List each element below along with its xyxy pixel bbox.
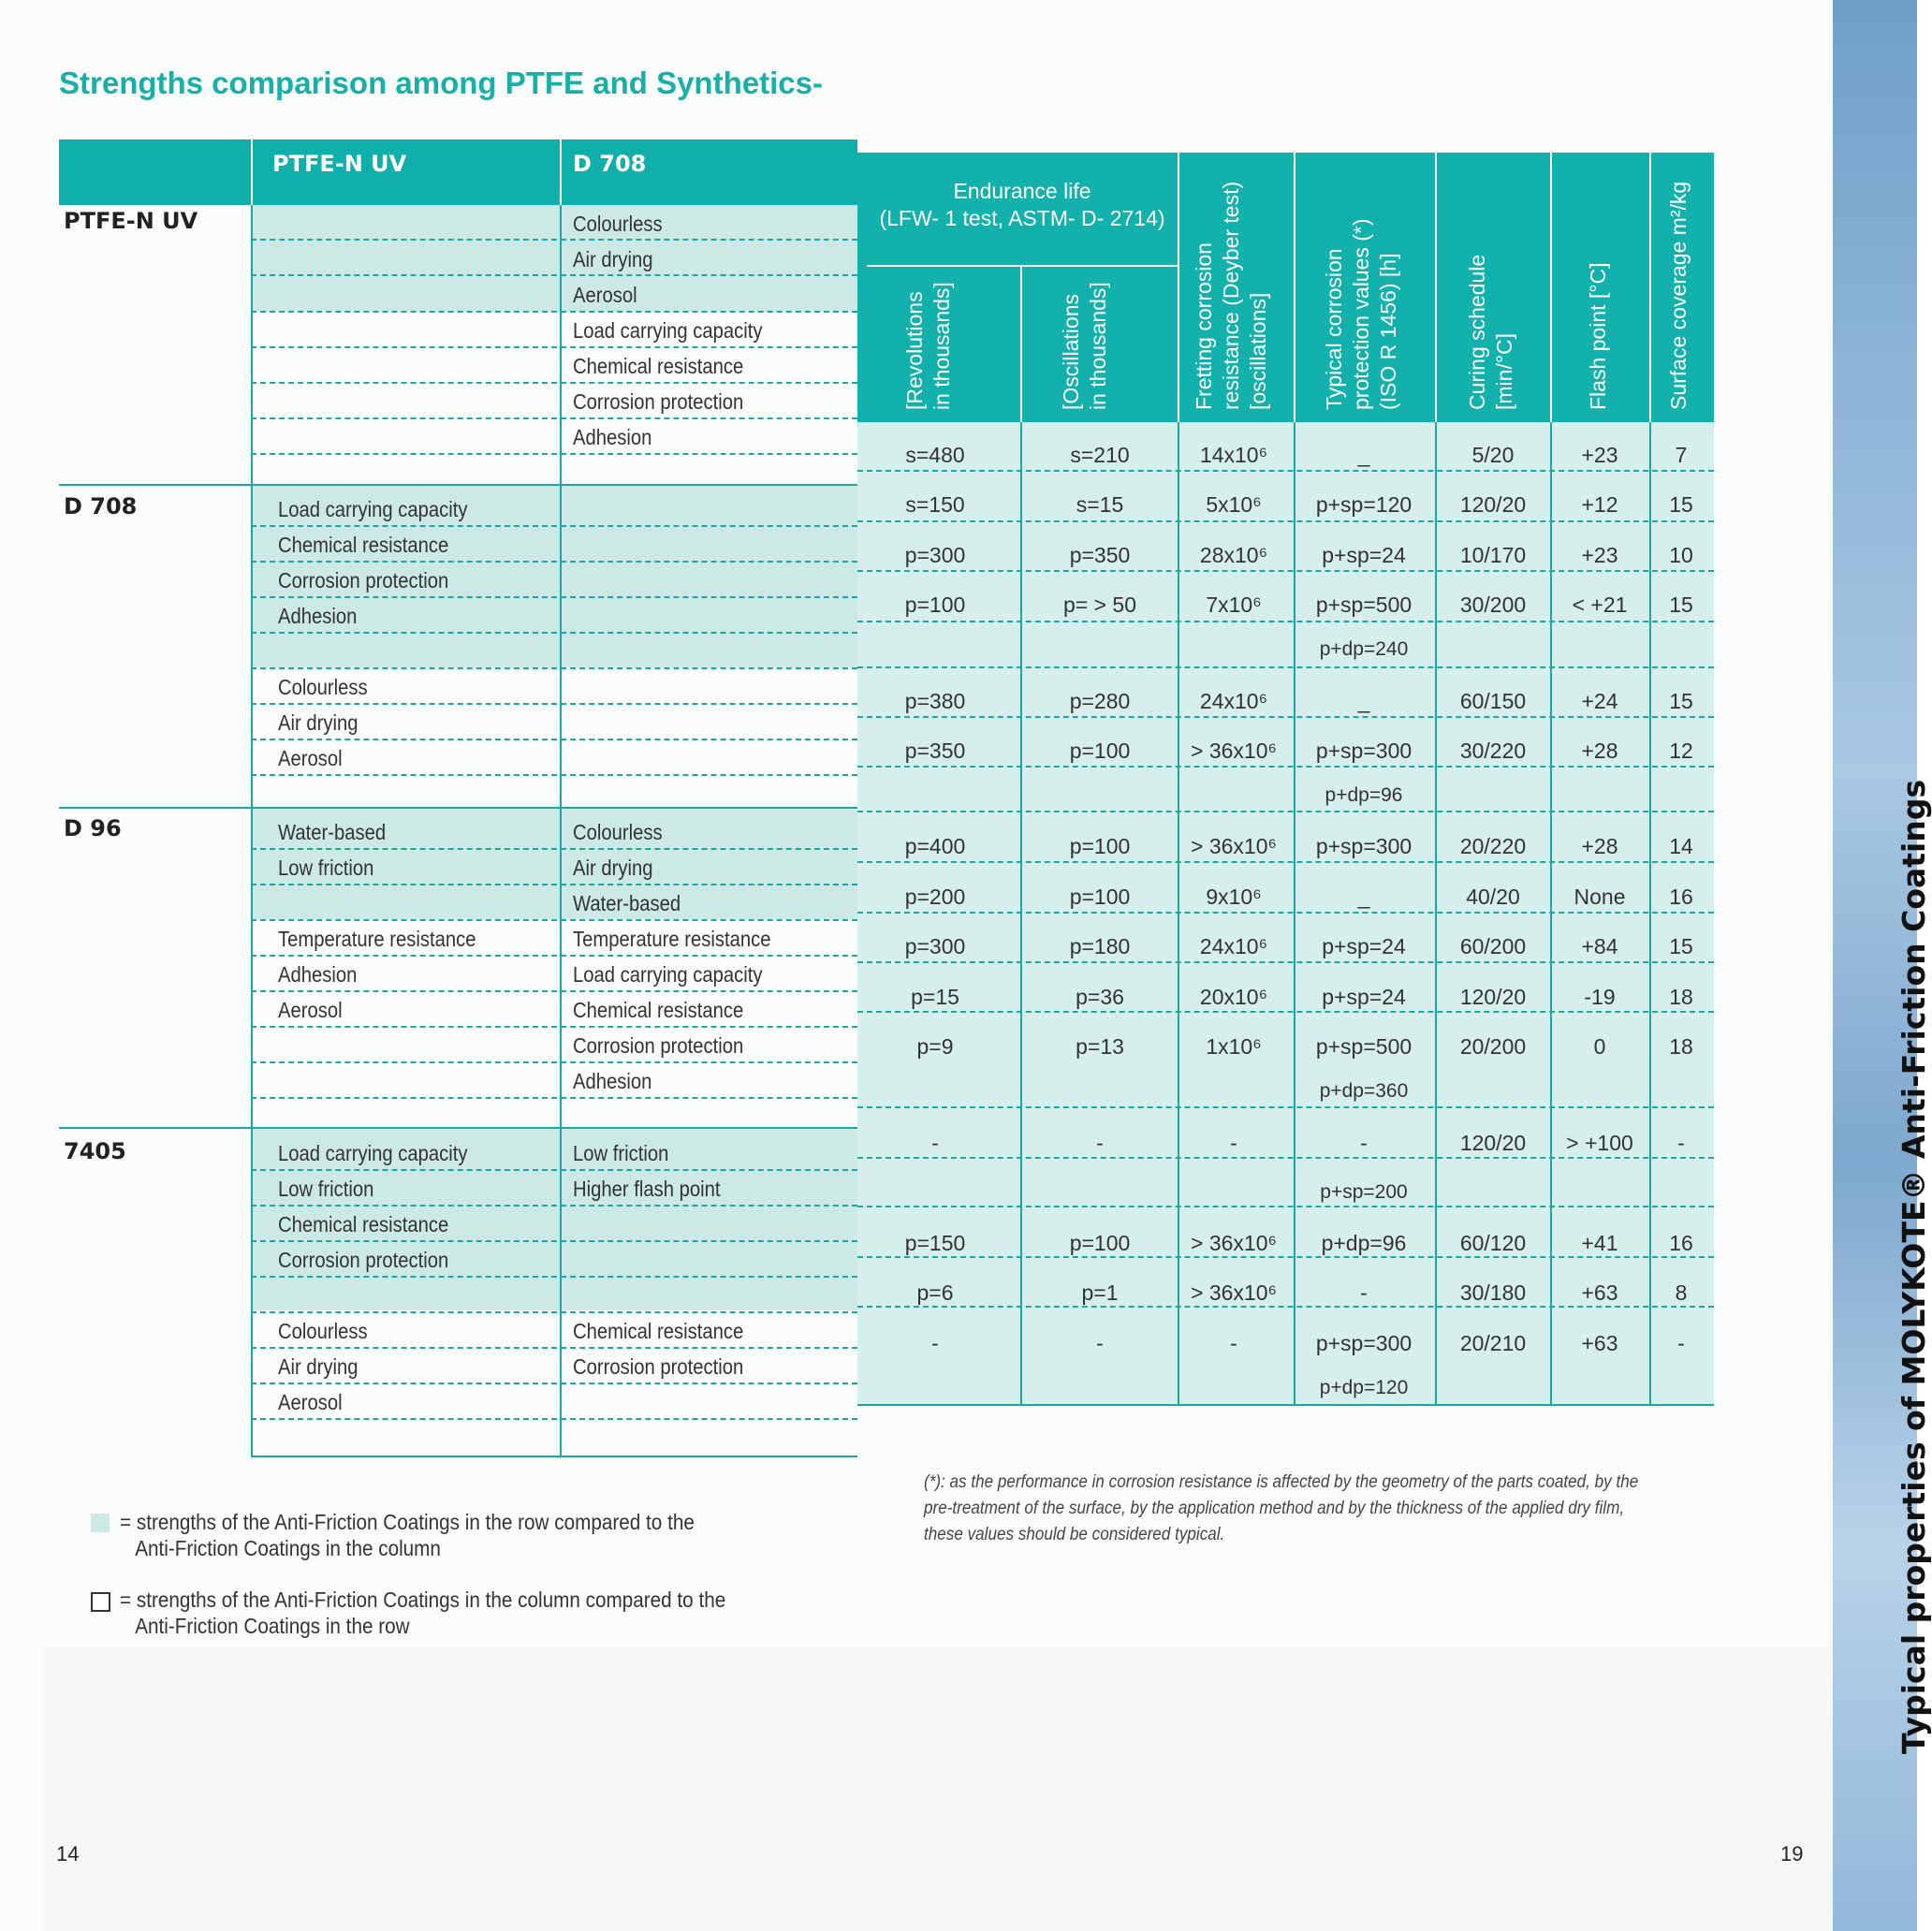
header-line: Fretting corrosion — [1192, 242, 1216, 410]
value-cell: 5/20 — [1471, 443, 1515, 467]
matrix-cell: Higher flash point — [573, 1177, 721, 1201]
value-cell: 5x10⁶ — [1206, 492, 1262, 517]
value-cell: p=100 — [1069, 834, 1131, 858]
value-cell: +23 — [1581, 443, 1618, 467]
header-corrosion — [1321, 218, 1402, 410]
value-cell: 15 — [1669, 492, 1693, 517]
value-cell: > +100 — [1566, 1131, 1633, 1155]
header-line: Typical corrosion — [1322, 248, 1346, 410]
value-cell: 120/20 — [1459, 985, 1527, 1009]
matrix-cell: Temperature resistance — [573, 927, 771, 951]
row-divider — [251, 955, 857, 957]
row-divider — [251, 632, 857, 634]
header-divider — [867, 265, 1178, 267]
value-cell: +41 — [1581, 1231, 1618, 1255]
value-cell: p=15 — [911, 985, 959, 1009]
row-divider — [251, 417, 857, 419]
value-cell: p+sp=300 — [1315, 1331, 1412, 1355]
header-line: protection values (*) — [1349, 218, 1373, 410]
header-line: in thousands] — [929, 282, 954, 410]
row-divider — [251, 1276, 857, 1278]
value-cell: p+sp=120 — [1315, 492, 1412, 517]
value-cell: < +21 — [1572, 592, 1628, 617]
value-cell: p=150 — [904, 1231, 966, 1255]
value-cell: 10 — [1669, 543, 1693, 567]
value-cell: > 36x10⁶ — [1191, 834, 1277, 858]
header-line: Curing schedule — [1465, 254, 1489, 410]
matrix-cell: Load carrying capacity — [573, 962, 763, 987]
value-cell: p+sp=500 — [1315, 1034, 1412, 1059]
shaded-block — [562, 486, 857, 667]
value-cell: 15 — [1669, 934, 1693, 958]
value-cell: p=9 — [916, 1034, 954, 1059]
header-flash-point — [1585, 263, 1612, 411]
value-cell: p=200 — [904, 885, 966, 909]
value-cell: 1x10⁶ — [1206, 1034, 1262, 1059]
header-divider — [1294, 153, 1295, 422]
group-separator — [251, 1456, 857, 1457]
legend-shaded-text — [120, 1509, 695, 1561]
value-cell: p=300 — [904, 543, 966, 567]
row-divider — [251, 1205, 857, 1207]
value-cell: 28x10⁶ — [1199, 543, 1268, 567]
header-fretting — [1191, 182, 1272, 410]
row-divider — [251, 1061, 857, 1063]
value-cell: p=280 — [1069, 689, 1131, 713]
header-oscillations — [1058, 282, 1112, 410]
matrix-cell: Chemical resistance — [573, 1319, 744, 1343]
legend-line: = strengths of the Anti-Friction Coatings in the row compared to the — [120, 1510, 695, 1534]
header-line: Surface coverage m²/kg — [1666, 181, 1690, 410]
value-cell: 30/200 — [1459, 592, 1527, 617]
matrix-cell: Adhesion — [278, 962, 358, 987]
matrix-cell: Aerosol — [278, 746, 343, 770]
row-divider — [251, 382, 857, 384]
value-cell: p=36 — [1076, 985, 1124, 1009]
header-divider — [1178, 153, 1179, 422]
header-line: resistance (Deyber test) — [1219, 181, 1243, 410]
row-divider — [251, 453, 857, 455]
row-divider — [251, 561, 857, 563]
value-cell: p= > 50 — [1062, 592, 1137, 617]
value-cell: 9x10⁶ — [1206, 885, 1262, 909]
value-cell: None — [1573, 885, 1626, 909]
value-cell: p=100 — [1069, 739, 1131, 763]
value-cell: p=380 — [904, 689, 966, 713]
value-cell: p+sp=24 — [1322, 985, 1406, 1009]
value-cell: p+dp=360 — [1319, 1080, 1409, 1102]
row-divider — [857, 520, 1714, 522]
header-curing — [1464, 255, 1518, 410]
row-divider — [857, 961, 1714, 963]
value-cell: 18 — [1669, 1034, 1693, 1059]
value-cell: - — [931, 1131, 939, 1155]
value-cell: - — [1096, 1131, 1104, 1155]
matrix-cell: Low friction — [573, 1141, 669, 1165]
value-cell: 0 — [1593, 1034, 1606, 1059]
shaded-block — [253, 205, 560, 312]
matrix-cell: Air drying — [573, 247, 653, 271]
value-cell: p+sp=24 — [1322, 543, 1406, 567]
table-bottom-line — [857, 1404, 1714, 1406]
header-line: (ISO R 1456) [h] — [1376, 253, 1400, 410]
row-label-d708: D 708 — [64, 493, 138, 519]
row-divider — [251, 739, 857, 740]
header-line: [min/°C] — [1492, 332, 1516, 410]
value-cell: s=480 — [905, 443, 965, 467]
row-divider — [857, 861, 1714, 863]
value-cell: > 36x10⁶ — [1191, 1280, 1277, 1305]
header-line: [oscillations] — [1246, 292, 1270, 410]
row-divider — [251, 1026, 857, 1028]
endurance-header-line: (LFW- 1 test, ASTM- D- 2714) — [879, 206, 1165, 230]
row-label-d96: D 96 — [64, 815, 122, 841]
row-divider — [857, 811, 1714, 812]
value-cell: 7x10⁶ — [1206, 592, 1262, 617]
value-cell: p=100 — [1069, 1231, 1131, 1255]
header-revolutions — [901, 282, 956, 410]
value-cell: p=6 — [916, 1280, 954, 1305]
value-cell: p+sp=24 — [1322, 934, 1406, 958]
value-cell: 20/200 — [1459, 1034, 1527, 1059]
value-cell: - — [1360, 1280, 1368, 1305]
row-divider — [857, 1206, 1714, 1207]
row-divider — [857, 666, 1714, 668]
value-cell: p+sp=200 — [1320, 1181, 1408, 1203]
value-cell: _ — [1357, 689, 1370, 713]
value-cell: 16 — [1669, 885, 1693, 909]
header-divider — [1020, 265, 1022, 422]
value-cell: s=210 — [1070, 443, 1130, 467]
value-cell: p=300 — [904, 934, 966, 958]
value-cell: 14x10⁶ — [1199, 443, 1268, 467]
value-cell: 15 — [1669, 689, 1693, 713]
matrix-header-divider — [251, 139, 253, 205]
value-cell: 60/200 — [1459, 934, 1527, 958]
value-cell: p=180 — [1069, 934, 1131, 958]
value-cell: p+dp=120 — [1319, 1377, 1409, 1398]
value-cell: 18 — [1669, 985, 1693, 1009]
value-cell: - — [1677, 1331, 1685, 1355]
row-divider — [857, 1256, 1714, 1258]
row-divider — [857, 1157, 1714, 1159]
matrix-cell: Corrosion protection — [278, 568, 449, 592]
matrix-cell: Water-based — [573, 891, 681, 915]
value-cell: _ — [1357, 885, 1370, 909]
value-cell: p+sp=300 — [1315, 834, 1412, 858]
row-label-7405: 7405 — [64, 1138, 126, 1164]
matrix-cell: Chemical resistance — [278, 1212, 449, 1236]
row-divider — [251, 1169, 857, 1171]
value-cell: - — [1230, 1131, 1237, 1155]
value-cell: > 36x10⁶ — [1191, 1231, 1277, 1255]
legend-shaded-swatch — [91, 1514, 110, 1532]
row-divider — [251, 1240, 857, 1242]
value-cell: p=13 — [1076, 1034, 1124, 1059]
matrix-cell: Corrosion protection — [278, 1248, 449, 1272]
matrix-cell: Air drying — [278, 710, 359, 735]
value-cell: s=150 — [905, 492, 965, 517]
value-cell: 10/170 — [1459, 543, 1527, 567]
row-divider — [857, 1011, 1714, 1013]
value-cell: +28 — [1581, 739, 1618, 763]
value-cell: - — [1096, 1331, 1104, 1355]
value-cell: 120/20 — [1459, 1131, 1527, 1155]
value-cell: +63 — [1581, 1280, 1618, 1305]
matrix-cell: Adhesion — [573, 1069, 652, 1093]
value-cell: s=15 — [1076, 492, 1124, 517]
header-line: Flash point [°C] — [1586, 262, 1610, 410]
row-divider — [251, 990, 857, 992]
header-line: in thousands] — [1086, 282, 1110, 410]
matrix-cell: Corrosion protection — [573, 389, 744, 414]
row-divider — [251, 311, 857, 313]
matrix-cell: Load carrying capacity — [278, 1141, 468, 1165]
matrix-cell: Aerosol — [278, 998, 343, 1022]
matrix-cell: Load carrying capacity — [278, 497, 468, 521]
row-divider — [251, 1418, 857, 1420]
legend-line: Anti-Friction Coatings in the column — [135, 1536, 441, 1560]
sidebar-title: Typical properties of MOLYKOTE® Anti-Friction Coatings — [1895, 779, 1932, 1754]
row-divider — [857, 766, 1714, 768]
value-cell: p+sp=300 — [1315, 739, 1412, 763]
row-divider — [857, 621, 1714, 622]
matrix-cell: Colourless — [278, 675, 368, 699]
page-bottom-band — [42, 1647, 1833, 1931]
header-line: [Oscillations — [1059, 294, 1083, 410]
value-cell: 24x10⁶ — [1199, 934, 1268, 958]
value-cell: 24x10⁶ — [1199, 689, 1268, 713]
value-cell: _ — [1357, 443, 1370, 467]
value-cell: 20x10⁶ — [1199, 985, 1268, 1009]
value-cell: 60/120 — [1459, 1231, 1527, 1255]
matrix-cell: Air drying — [573, 856, 653, 880]
value-cell: 14 — [1669, 834, 1693, 858]
matrix-cell: Air drying — [278, 1354, 359, 1379]
row-divider — [251, 884, 857, 885]
col-header-d708: D 708 — [573, 151, 647, 177]
matrix-cell: Aerosol — [573, 283, 637, 307]
row-divider — [251, 1347, 857, 1349]
header-divider — [1550, 153, 1552, 422]
value-cell: 20/220 — [1459, 834, 1527, 858]
value-cell: - — [1230, 1331, 1237, 1355]
row-divider — [251, 667, 857, 669]
value-cell: 12 — [1669, 739, 1693, 763]
row-divider — [251, 274, 857, 276]
matrix-cell: Low friction — [278, 1177, 374, 1201]
value-cell: 8 — [1675, 1280, 1688, 1305]
value-cell: p=1 — [1081, 1280, 1119, 1305]
matrix-cell: Colourless — [573, 212, 663, 236]
header-divider — [1435, 153, 1437, 422]
value-cell: p+dp=96 — [1321, 1231, 1407, 1255]
value-cell: 20/210 — [1459, 1331, 1527, 1355]
value-cell: 40/20 — [1466, 885, 1520, 909]
value-cell: > 36x10⁶ — [1191, 739, 1277, 763]
matrix-cell: Corrosion protection — [573, 1354, 744, 1379]
matrix-cell: Corrosion protection — [573, 1033, 744, 1058]
matrix-cell: Temperature resistance — [278, 927, 476, 951]
matrix-cell: Adhesion — [278, 604, 358, 628]
footnote — [924, 1470, 1638, 1548]
footnote-line: pre-treatment of the surface, by the application method and by the thickness of the applied dry film, — [924, 1499, 1625, 1518]
value-cell: - — [931, 1331, 939, 1355]
row-divider — [857, 570, 1714, 572]
legend-line: = strengths of the Anti-Friction Coatings in the column compared to the — [120, 1587, 726, 1612]
legend-white-swatch — [91, 1592, 110, 1612]
value-cell: 15 — [1669, 592, 1693, 617]
value-cell: 30/220 — [1459, 739, 1527, 763]
row-divider — [251, 1311, 857, 1313]
matrix-cell: Adhesion — [573, 425, 652, 449]
matrix-cell: Aerosol — [278, 1390, 343, 1414]
matrix-cell: Low friction — [278, 856, 374, 880]
value-cell: 16 — [1669, 1231, 1693, 1255]
value-cell: p=400 — [904, 834, 966, 858]
value-cell: - — [1677, 1131, 1685, 1155]
legend-white-text — [120, 1587, 725, 1639]
row-divider — [251, 239, 857, 241]
value-cell: 120/20 — [1459, 492, 1527, 517]
value-cell: +63 — [1581, 1331, 1618, 1355]
row-divider — [857, 716, 1714, 718]
col-header-ptfe: PTFE-N UV — [272, 151, 407, 177]
value-cell: - — [1360, 1131, 1368, 1155]
matrix-cell: Chemical resistance — [573, 998, 744, 1022]
header-line: [Revolutions — [902, 291, 927, 410]
page-number-left: 14 — [56, 1842, 80, 1865]
row-divider — [251, 919, 857, 921]
value-cell: p+sp=500 — [1315, 592, 1412, 617]
matrix-cell: Colourless — [573, 820, 663, 844]
row-divider — [857, 1106, 1714, 1108]
value-cell: p+dp=96 — [1325, 784, 1403, 806]
page-number-right: 19 — [1780, 1842, 1804, 1865]
value-cell: +84 — [1581, 934, 1618, 958]
value-cell: +24 — [1581, 689, 1618, 713]
value-cell: 7 — [1675, 443, 1688, 467]
header-divider — [1649, 153, 1651, 422]
value-cell: p=100 — [904, 592, 966, 617]
page-title: Strengths comparison among PTFE and Synthetics- — [59, 66, 823, 100]
endurance-header-line: Endurance life — [953, 179, 1091, 203]
value-cell: +28 — [1581, 834, 1618, 858]
row-divider — [251, 703, 857, 705]
matrix-cell: Load carrying capacity — [573, 318, 763, 343]
row-divider — [251, 596, 857, 598]
row-divider — [251, 1382, 857, 1384]
value-cell: +23 — [1581, 543, 1618, 567]
row-divider — [857, 912, 1714, 914]
row-divider — [857, 1306, 1714, 1308]
row-divider — [251, 774, 857, 776]
value-cell: p=350 — [1069, 543, 1131, 567]
matrix-header-divider — [560, 139, 562, 205]
row-divider — [251, 346, 857, 348]
matrix-header-bar — [59, 139, 857, 205]
footnote-line: (*): as the performance in corrosion resistance is affected by the geometry of the parts coated, by the — [924, 1472, 1639, 1492]
value-cell: p=350 — [904, 739, 966, 763]
value-cell: p+dp=240 — [1319, 638, 1409, 660]
legend-line: Anti-Friction Coatings in the row — [135, 1614, 410, 1638]
matrix-cell: Colourless — [278, 1319, 368, 1343]
header-surface-coverage — [1665, 182, 1692, 410]
matrix-cell: Chemical resistance — [573, 354, 744, 378]
value-cell: 60/150 — [1459, 689, 1527, 713]
footnote-line: these values should be considered typical. — [924, 1525, 1225, 1544]
value-cell: +12 — [1581, 492, 1618, 517]
matrix-cell: Water-based — [278, 820, 387, 844]
value-cell: p=100 — [1069, 885, 1131, 909]
row-divider — [251, 848, 857, 850]
row-label-ptfe: PTFE-N UV — [64, 208, 198, 234]
matrix-cell: Chemical resistance — [278, 533, 449, 557]
row-divider — [251, 1097, 857, 1099]
row-divider — [251, 525, 857, 527]
row-divider — [857, 470, 1714, 472]
endurance-header — [867, 178, 1178, 232]
value-cell: 30/180 — [1459, 1280, 1527, 1305]
value-cell: -19 — [1584, 985, 1616, 1009]
